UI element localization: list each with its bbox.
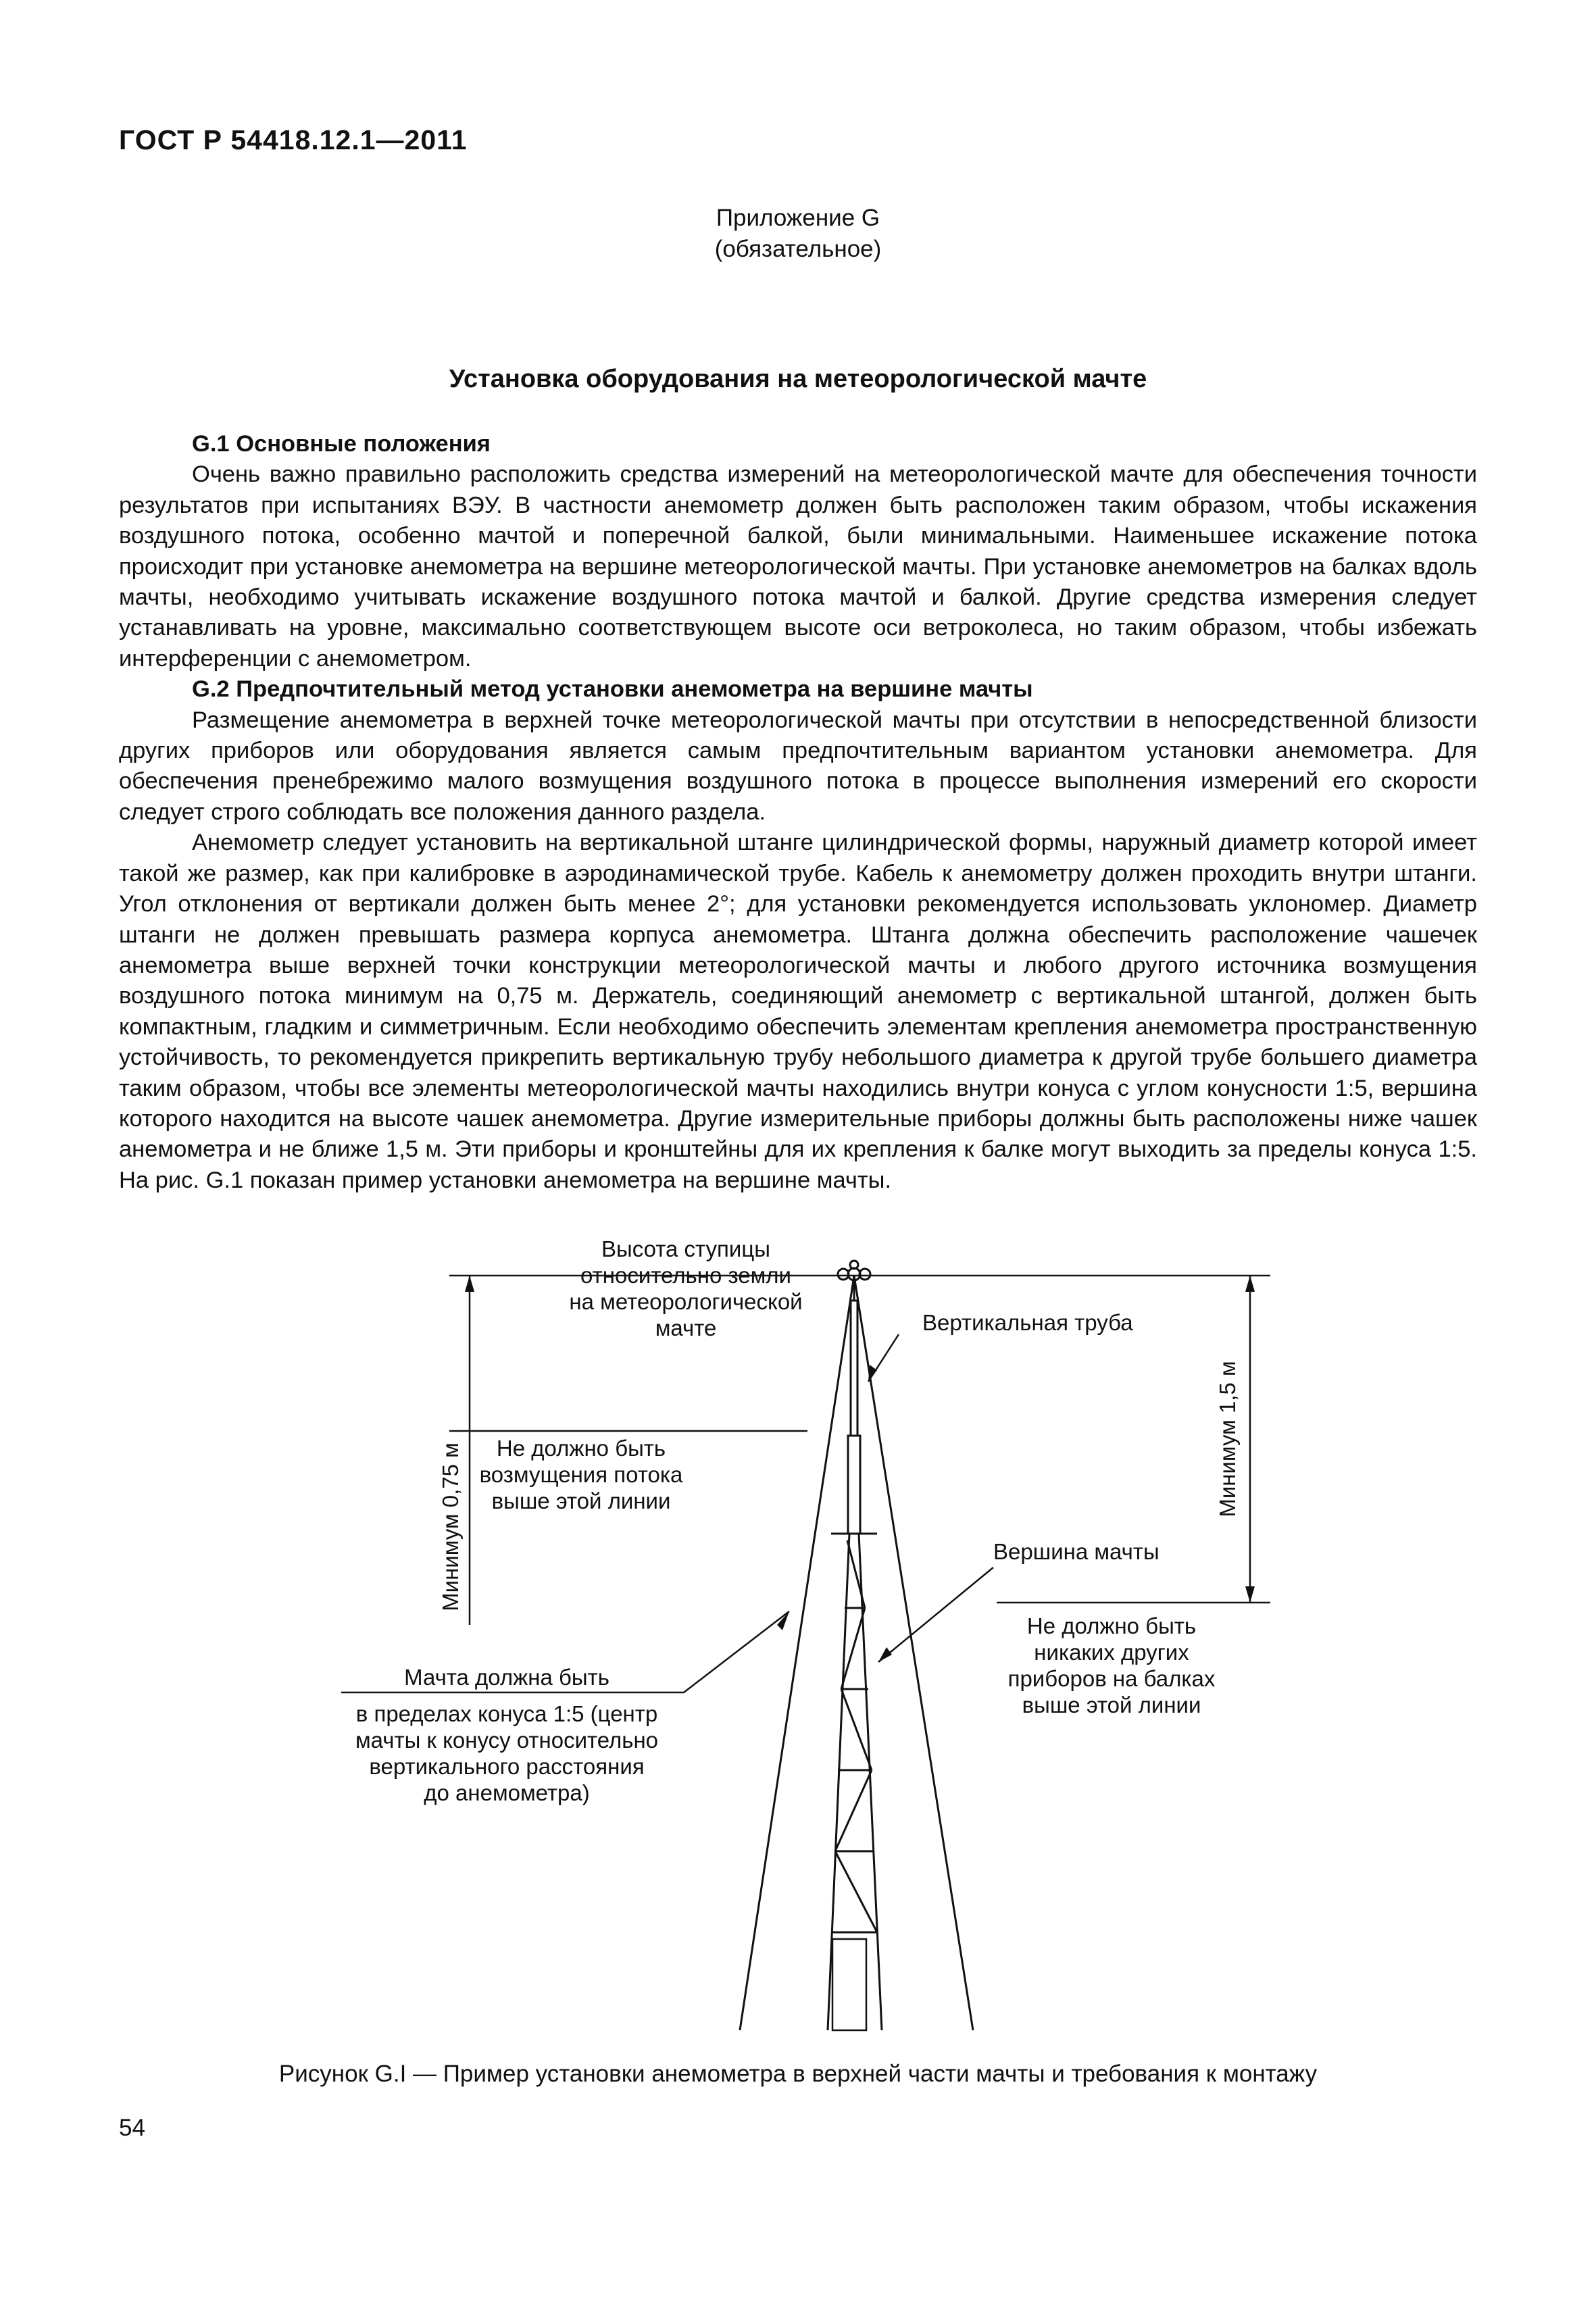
- leader-pipe: [868, 1334, 899, 1382]
- svg-text:возмущения потока: возмущения потока: [479, 1462, 683, 1487]
- paragraph-g2-2: Анемометр следует установить на вертикальной штанге цилиндрической формы, наружный диаметр которой имеет такой же размер, как при калибровке в аэродинамической трубе. Кабель к анемометру должен проходить внутри штанги. Угол отклонения от вертикали должен быть менее 2°; для установки рекомендуется использовать уклономер. Диаметр штанги не должен превышать размера корпуса анемометра. Штанга должна обеспечить расположение чашечек анемометра выше верхней точки конструкции метеорологической мачты и любого другого источника возмущения воздушного потока минимум на 0,75 м. Держатель, соединяющий анемометр с вертикальной штангой, должен быть компактным, гладким и симметричным. Если необходимо обеспечить элементам крепления анемометра пространственную устойчивость, то рекомендуется прикрепить вертикальную трубу небольшого диаметра к другой трубе большего диаметра таким образом, чтобы все элементы метеорологической мачты находились внутри конуса с углом конусности 1:5, вершина которого находится на высоте чашек анемометра. Другие измерительные приборы должны быть расположены ниже чашек анемометра и не ближе 1,5 м. Эти приборы и кронштейны для их крепления к балке могут выходить за пределы конуса 1:5. На рис. G.1 показан пример установки анемометра на вершине мачты.: [119, 830, 1477, 1193]
- svg-text:приборов на балках: приборов на балках: [1007, 1666, 1216, 1691]
- annex-header: [0, 203, 1596, 265]
- figure-caption: Рисунок G.I — Пример установки анемометра в верхней части мачты и требования к монтажу: [278, 2061, 1318, 2087]
- cone-right-line: [854, 1276, 973, 2030]
- svg-text:Не должно быть: Не должно быть: [496, 1436, 666, 1461]
- paragraph-g1-1: Очень важно правильно расположить средства измерений на метеорологической мачте для обеспечения точности результатов при испытаниях ВЭУ. В частности анемометр должен быть расположен таким образом, чтобы искажения воздушного потока, особенно мачтой и поперечной балкой, были минимальными. Наименьшее искажение потока происходит при установке анемометра на вершине метеорологической мачты. При установке анемометров на балках вдоль мачты, необходимо учитывать искажение воздушного потока мачтой и балкой. Другие средства измерения следует устанавливать на уровне, максимально соответствующем высоте оси ветроколеса, но таким образом, чтобы избежать интерференции с анемометром.: [119, 461, 1477, 672]
- svg-text:мачты к конусу относительно: мачты к конусу относительно: [355, 1728, 659, 1753]
- hub-label: [569, 1236, 802, 1340]
- leader-mast-top: [878, 1567, 993, 1662]
- cone-left-line: [740, 1276, 854, 2030]
- min-15-label: Минимум 1,5 м: [1215, 1361, 1240, 1517]
- arrow-down-icon: [1245, 1586, 1255, 1603]
- svg-text:в пределах конуса 1:5 (центр: в пределах конуса 1:5 (центр: [355, 1701, 658, 1726]
- logger-box: [832, 1939, 866, 2030]
- svg-text:на метеорологической: на метеорологической: [569, 1289, 803, 1314]
- svg-text:Высота ступицы: Высота ступицы: [601, 1236, 770, 1261]
- svg-text:до анемометра): до анемометра): [424, 1780, 590, 1805]
- cone-label-title: Мачта должна быть: [404, 1665, 609, 1690]
- svg-text:мачте: мачте: [655, 1315, 717, 1340]
- anemometer-icon: [838, 1261, 870, 1301]
- leader-cone: [684, 1611, 789, 1692]
- arrow-icon: [777, 1611, 789, 1630]
- section-title-g2: G.2 Предпочтительный метод установки анемометра на вершине мачты: [192, 676, 1033, 703]
- annex-title: Приложение G: [716, 205, 880, 231]
- section-title-g1: G.1 Основные положения: [192, 431, 491, 457]
- svg-text:Не должно быть: Не должно быть: [1026, 1613, 1197, 1638]
- support-pipe: [848, 1436, 860, 1534]
- arrow-icon: [868, 1365, 877, 1382]
- no-instruments-label: [1008, 1613, 1216, 1717]
- svg-text:выше этой линии: выше этой линии: [491, 1488, 671, 1513]
- min-075-label: Минимум 0,75 м: [438, 1442, 463, 1611]
- vertical-pipe-label: Вертикальная труба: [922, 1310, 1133, 1335]
- arrow-up-icon: [465, 1276, 474, 1292]
- svg-text:относительно земли: относительно земли: [580, 1263, 791, 1288]
- svg-text:никаких других: никаких других: [1034, 1640, 1189, 1665]
- arrow-icon: [878, 1647, 892, 1662]
- document-code: ГОСТ Р 54418.12.1—2011: [119, 124, 468, 155]
- no-disturbance-label: [480, 1436, 683, 1513]
- arrow-up-icon: [1245, 1276, 1255, 1292]
- section-heading: Установка оборудования на метеорологической мачте: [449, 365, 1147, 393]
- lattice-mast: [828, 1534, 882, 2030]
- paragraph-g2-1: Размещение анемометра в верхней точке метеорологической мачты при отсутствии в непосредственной близости других приборов или оборудования является самым предпочтительным вариантом установки анемометра. Для обеспечения пренебрежимо малого возмущения воздушного потока в процессе выполнения измерений его скорости следует строго соблюдать все положения данного раздела.: [119, 707, 1477, 825]
- svg-text:выше этой линии: выше этой линии: [1022, 1692, 1201, 1717]
- cone-label-body: [355, 1701, 658, 1805]
- vertical-pipe: [851, 1301, 857, 1436]
- page-number: 54: [119, 2115, 145, 2141]
- mast-top-label: Вершина мачты: [993, 1539, 1159, 1564]
- svg-text:вертикального расстояния: вертикального расстояния: [369, 1754, 645, 1779]
- body-text: [119, 429, 1477, 1196]
- annex-status: (обязательное): [714, 236, 882, 262]
